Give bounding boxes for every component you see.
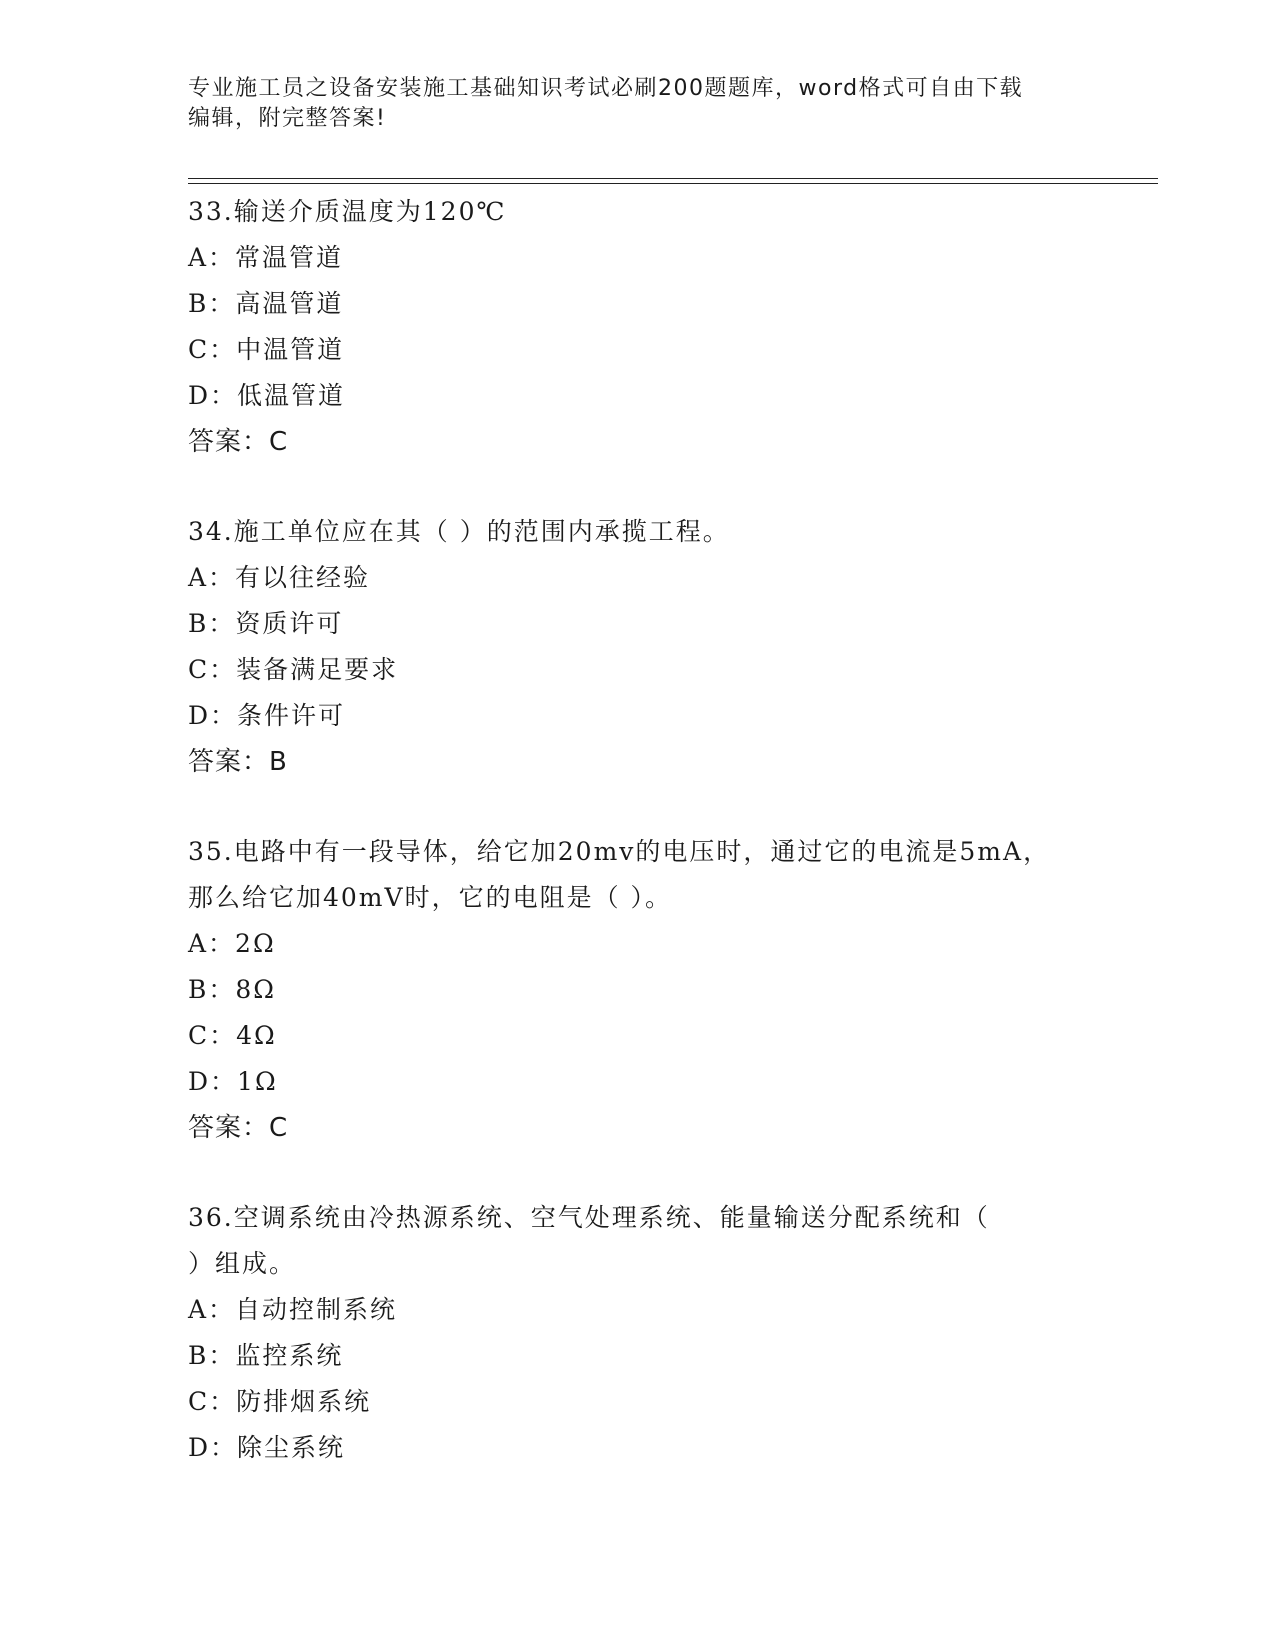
question-list (188, 189, 1068, 1471)
option-c: C：装备满足要求 (188, 655, 399, 684)
option-a: A：有以往经验 (188, 563, 371, 592)
option-b: B：资质许可 (188, 609, 344, 638)
option-c: C：4Ω (188, 1021, 277, 1050)
question-stem-continued: ）组成。 (188, 1249, 297, 1278)
spacer (188, 785, 1068, 829)
option-d: D：1Ω (188, 1067, 278, 1096)
question-36 (188, 1195, 1068, 1471)
document-header (188, 74, 1088, 134)
header-divider-bottom (188, 183, 1158, 184)
option-c: C：防排烟系统 (188, 1387, 372, 1416)
question-34 (188, 509, 1068, 785)
header-title-line-1: 专业施工员之设备安装施工基础知识考试必刷200题题库，word格式可自由下载 (188, 76, 1024, 101)
option-a: A：自动控制系统 (188, 1295, 398, 1324)
question-stem: 36.空调系统由冷热源系统、空气处理系统、能量输送分配系统和（ (188, 1203, 990, 1232)
option-d: D：低温管道 (188, 381, 346, 410)
option-b: B：高温管道 (188, 289, 344, 318)
option-c: C：中温管道 (188, 335, 345, 364)
spacer (188, 465, 1068, 509)
option-a: A：常温管道 (188, 243, 344, 272)
spacer (188, 1151, 1068, 1195)
question-stem: 33.输送介质温度为120℃ (188, 197, 507, 226)
option-b: B：8Ω (188, 975, 277, 1004)
option-d: D：条件许可 (188, 701, 346, 730)
header-divider-top (188, 178, 1158, 179)
answer: 答案：B (188, 747, 288, 777)
option-a: A：2Ω (188, 929, 276, 958)
question-35 (188, 829, 1068, 1151)
question-stem: 35.电路中有一段导体，给它加20mv的电压时，通过它的电流是5mA， (188, 837, 1051, 866)
header-title-line-2: 编辑，附完整答案! (188, 106, 387, 131)
question-stem: 34.施工单位应在其（ ）的范围内承揽工程。 (188, 517, 730, 546)
answer: 答案：C (188, 1113, 289, 1143)
option-b: B：监控系统 (188, 1341, 344, 1370)
answer: 答案：C (188, 427, 289, 457)
question-33 (188, 189, 1068, 465)
question-stem-continued: 那么给它加40mV时，它的电阻是（ ）。 (188, 883, 673, 912)
option-d: D：除尘系统 (188, 1433, 346, 1462)
